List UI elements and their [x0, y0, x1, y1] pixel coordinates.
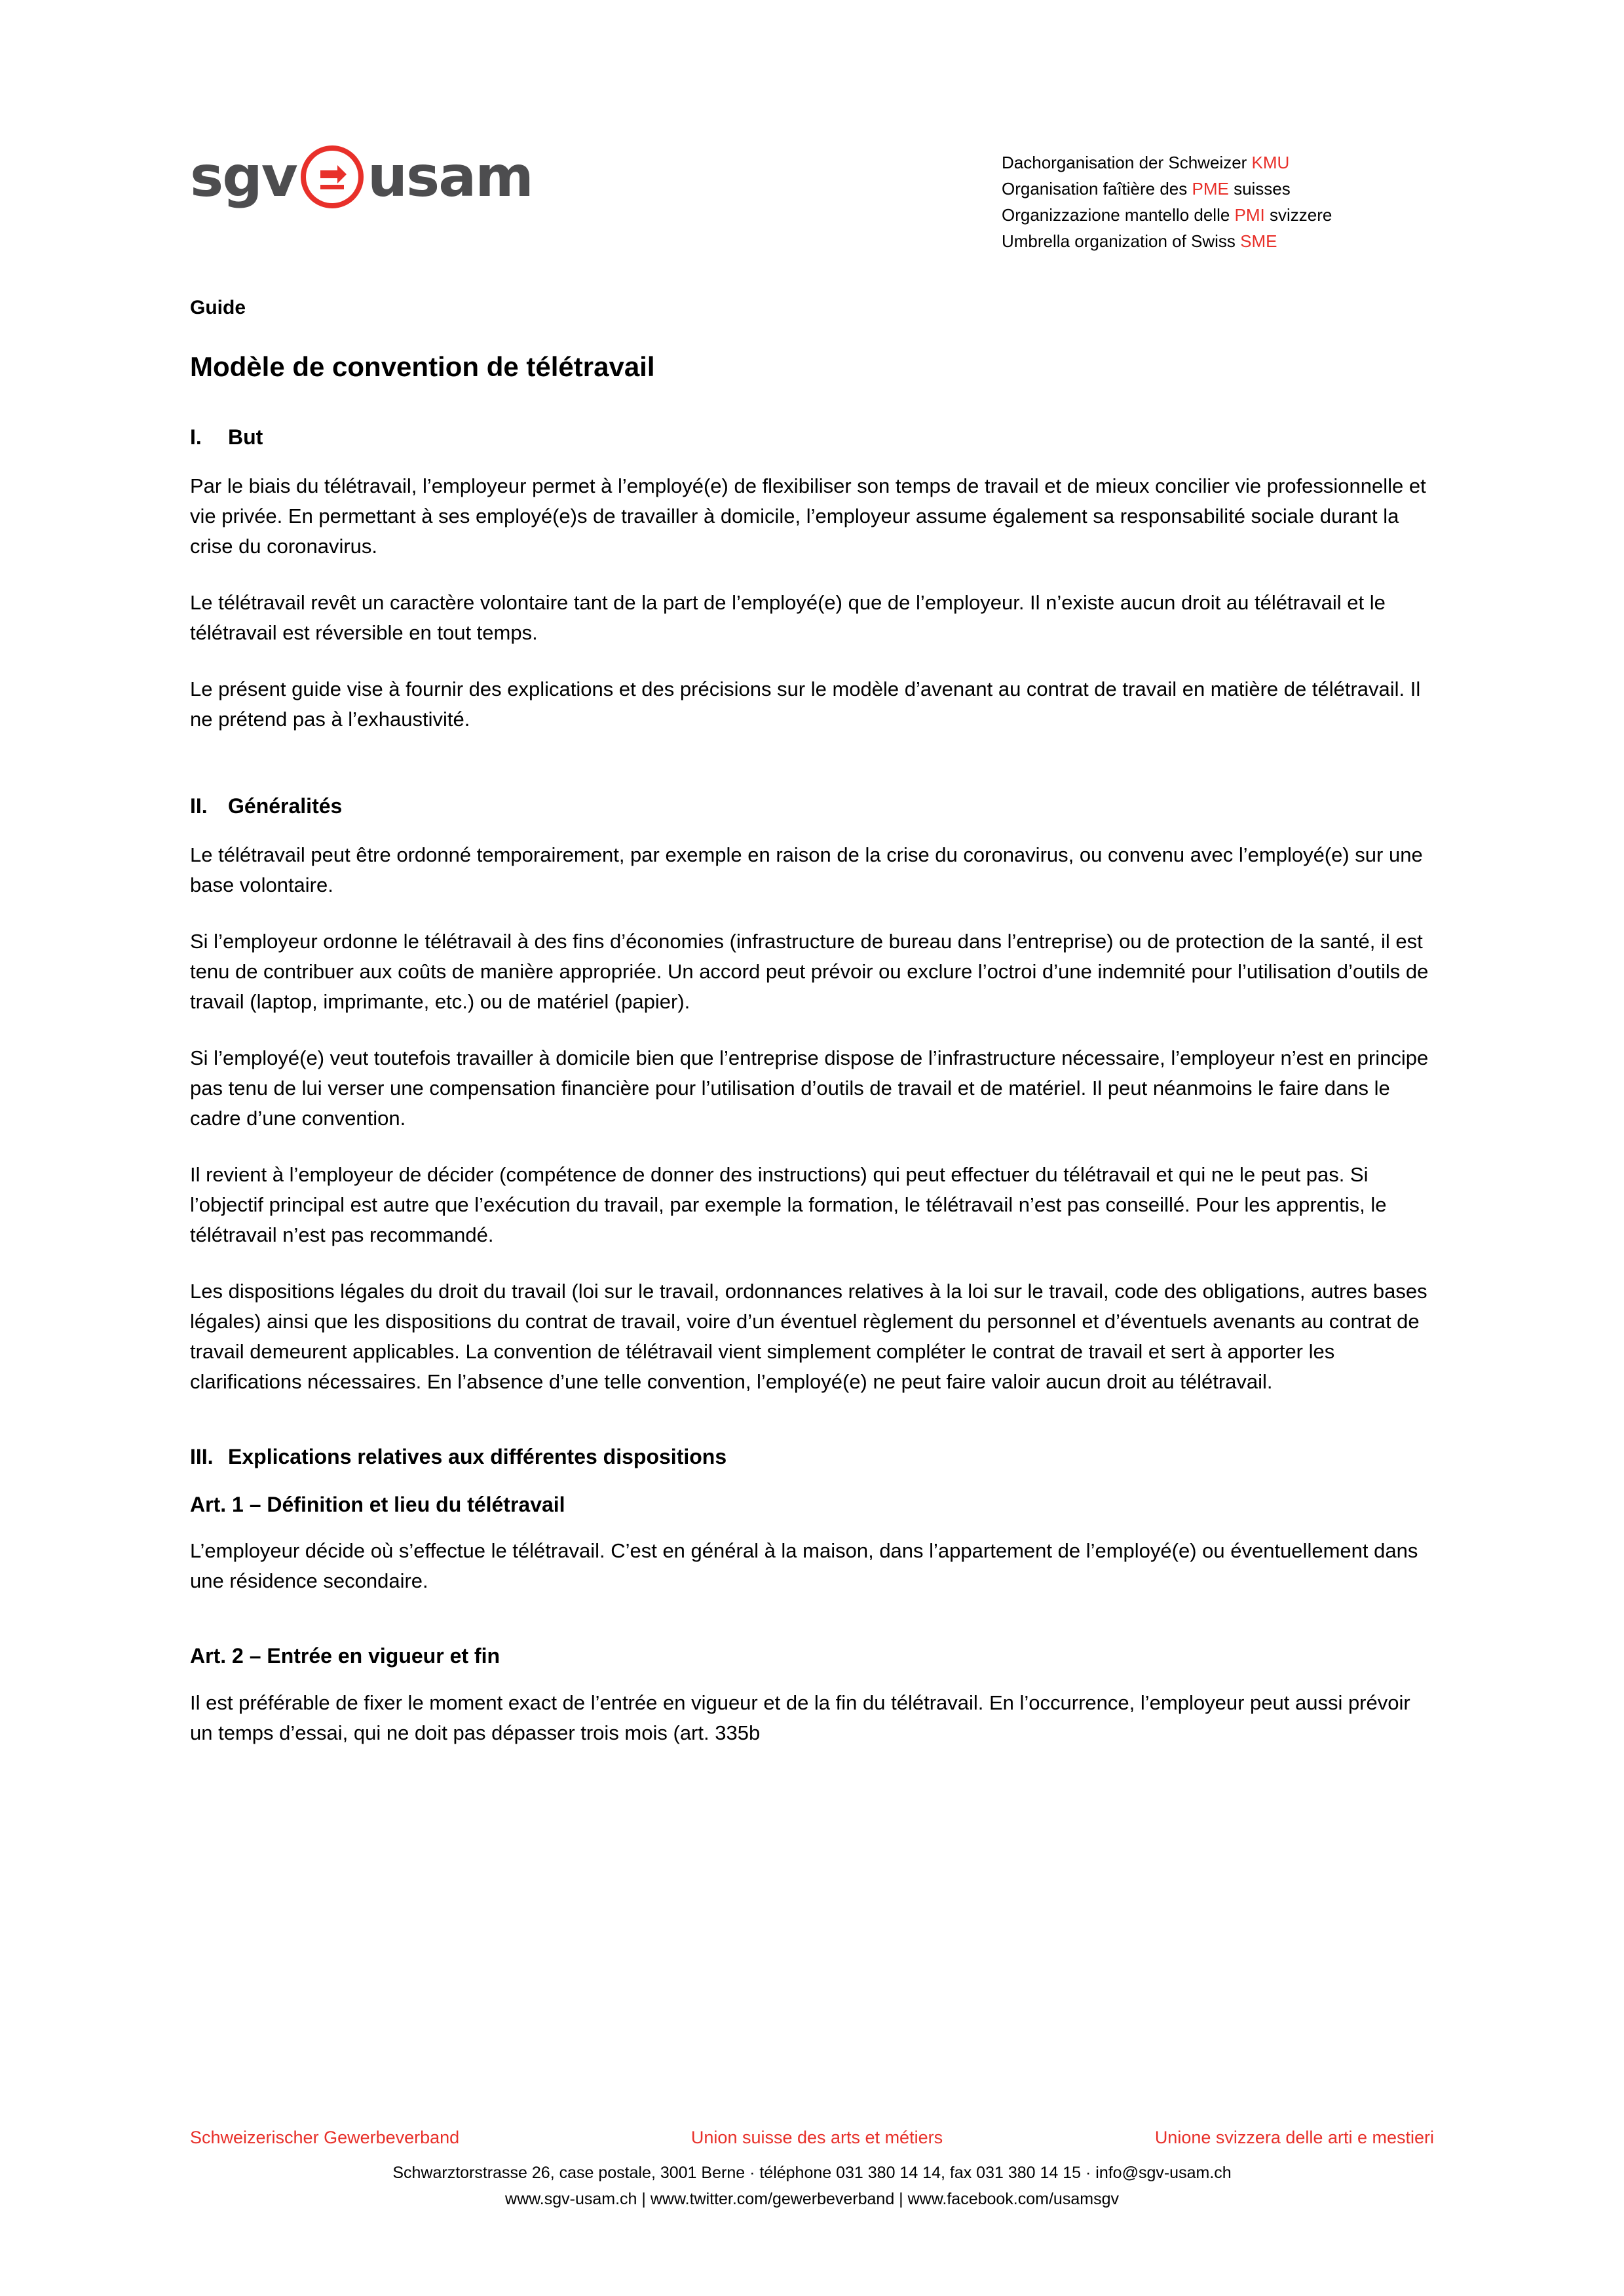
header-lang-de: Dachorganisation der Schweizer KMU: [1002, 153, 1290, 172]
paragraph: Le présent guide vise à fournir des explications et des précisions sur le modèle d’avenant au contrat de travail en matière de télétravail. Il ne prétend pas à l’exhaustivité.: [190, 677, 1421, 731]
page-title: Modèle de convention de télétravail: [190, 351, 655, 382]
footer-address: Schwarztorstrasse 26, case postale, 3001 Berne · téléphone 031 380 14 14, fax 031 380 14 15 · info@sgv-usam.ch: [392, 2164, 1232, 2182]
section-title-3: Explications relatives aux différentes dispositions: [228, 1444, 727, 1468]
header-language-lines: [1002, 149, 1434, 254]
section-heading-2: [190, 792, 1435, 820]
header-lang-en: Umbrella organization of Swiss SME: [1002, 231, 1277, 251]
guide-label: Guide: [190, 297, 246, 318]
article-heading-2: Art. 2 – Entrée en vigueur et fin: [190, 1644, 500, 1668]
sgv-usam-logo: [190, 141, 533, 213]
section-heading-1: [190, 423, 1435, 451]
section-title-2: Généralités: [228, 794, 343, 818]
paragraph: Le télétravail revêt un caractère volontaire tant de la part de l’employé(e) que de l’employeur. Il n’existe aucun droit au télétravail et le télétravail est réversible en tout temps.: [190, 590, 1386, 644]
paragraph: Si l’employé(e) veut toutefois travailler à domicile bien que l’entreprise dispose de l’infrastructure nécessaire, l’employeur n’est en principe pas tenu de lui verser une compensation financière pour l’utilisation d’outils de travail et de matériel. Il peut néanmoins le faire dans le cadre d’une convention.: [190, 1046, 1429, 1130]
paragraph: Le télétravail peut être ordonné temporairement, par exemple en raison de la crise du coronavirus, ou convenu avec l’employé(e) sur une base volontaire.: [190, 843, 1423, 896]
section-heading-3: [190, 1443, 1435, 1471]
paragraph: Il revient à l’employeur de décider (compétence de donner des instructions) qui peut effectuer du télétravail et qui ne le peut pas. Si l’objectif principal est autre que l’exécution du travail, par exemple la formation, le télétravail n’est pas conseillé. Pour les apprentis, le télétravail n’est pas recommandé.: [190, 1162, 1387, 1246]
document-header: [190, 0, 1434, 251]
paragraph: Par le biais du télétravail, l’employeur permet à l’employé(e) de flexibiliser son temps de travail et de mieux concilier vie professionnelle et vie privée. En permettant à ses employé(e)s de travailler à domicile, l’employeur assume également sa responsabilité sociale durant la crise du coronavirus.: [190, 474, 1426, 558]
section-number-2: II.: [190, 794, 208, 818]
paragraph: Si l’employeur ordonne le télétravail à des fins d’économies (infrastructure de bureau dans l’entreprise) ou de protection de la santé, il est tenu de contribuer aux coûts de manière appropriée. Un accord peut prévoir ou exclure l’octroi d’une indemnité pour l’utilisation d’outils de travail (laptop, imprimante, etc.) ou de matériel (papier).: [190, 929, 1429, 1013]
header-lang-it: Organizzazione mantello delle PMI svizzere: [1002, 205, 1332, 225]
footer-links: www.sgv-usam.ch | www.twitter.com/gewerbeverband | www.facebook.com/usamsgv: [505, 2190, 1119, 2208]
spacer: [190, 1622, 1435, 1642]
spacer: [190, 761, 1435, 792]
logo-text-usam: usam: [367, 144, 533, 210]
paragraph: L’employeur décide où s’effectue le télétravail. C’est en général à la maison, dans l’appartement de l’employé(e) ou éventuellement dans une résidence secondaire.: [190, 1539, 1418, 1593]
spacer: [190, 1423, 1435, 1443]
footer-org-fr: Union suisse des arts et métiers: [690, 2128, 943, 2148]
header-lang-fr: Organisation faîtière des PME suisses: [1002, 179, 1291, 199]
document-footer: [190, 2126, 1434, 2212]
sgv-usam-emblem-icon: [301, 145, 364, 208]
article-heading-1: Art. 1 – Définition et lieu du télétravail: [190, 1493, 565, 1517]
logo-text-sgv: sgv: [190, 144, 297, 210]
paragraph: Les dispositions légales du droit du travail (loi sur le travail, ordonnances relatives à la loi sur le travail, code des obligations, autres bases légales) ainsi que les dispositions du contrat de travail, voire d’un éventuel règlement du personnel et d’éventuels avenants au contrat de travail demeurent applicables. La convention de télétravail vient simplement compléter le contrat de travail et sert à apporter les clarifications nécessaires. En l’absence d’une telle convention, l’employé(e) ne peut faire valoir aucun droit au télétravail.: [190, 1279, 1427, 1393]
section-number-3: III.: [190, 1444, 214, 1468]
document-body: [190, 295, 1435, 1774]
paragraph: Il est préférable de fixer le moment exact de l’entrée en vigueur et de la fin du télétravail. En l’occurrence, l’employeur peut aussi prévoir un temps d’essai, qui ne doit pas dépasser trois mois (art. 335b: [190, 1691, 1410, 1744]
section-title-1: But: [228, 425, 263, 449]
footer-org-it: Unione svizzera delle arti e mestieri: [1154, 2128, 1434, 2148]
footer-organisation-names: [190, 2126, 1434, 2151]
section-number-1: I.: [190, 425, 202, 449]
footer-org-de: Schweizerischer Gewerbeverband: [190, 2128, 460, 2148]
